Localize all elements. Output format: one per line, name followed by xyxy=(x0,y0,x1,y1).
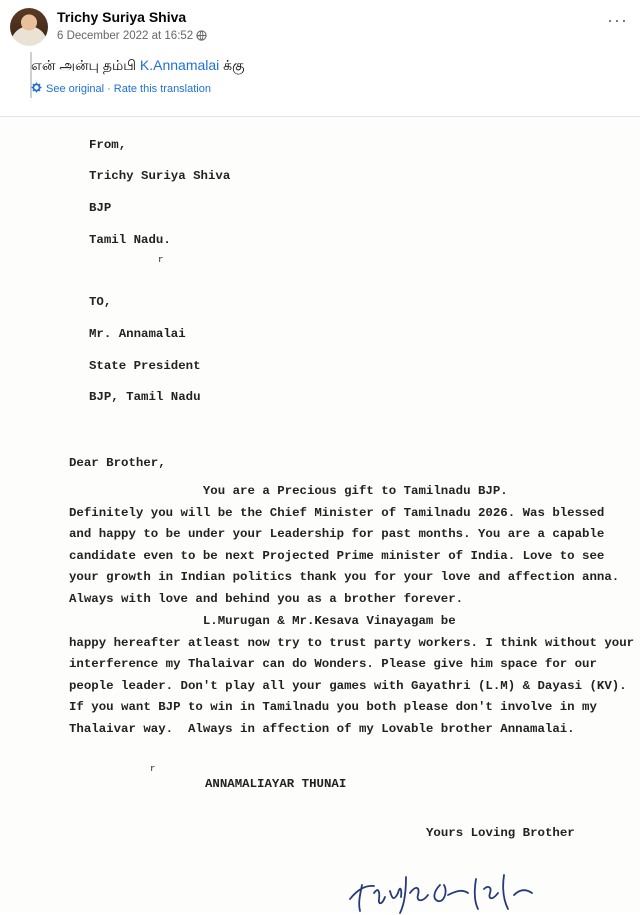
salutation: Dear Brother, xyxy=(69,456,166,470)
see-original-link[interactable]: See original xyxy=(46,83,105,95)
more-options-icon[interactable]: ··· xyxy=(607,10,628,30)
translation-bar xyxy=(31,82,211,95)
caption-text: என் அன்பு தம்பி xyxy=(31,57,140,73)
post-timestamp[interactable]: 6 December 2022 at 16:52 · xyxy=(57,30,201,42)
to-name: Mr. Annamalai xyxy=(89,327,186,341)
author-avatar[interactable] xyxy=(10,8,48,46)
blessing-line: ANNAMALIAYAR THUNAI xyxy=(205,777,347,791)
closing-line: Yours Loving Brother xyxy=(426,826,575,840)
to-label: TO, xyxy=(89,295,112,309)
gear-icon xyxy=(31,82,42,93)
separator-dot: · xyxy=(107,83,111,95)
letter-image[interactable] xyxy=(0,116,640,913)
from-org: BJP xyxy=(89,201,112,215)
from-label: From, xyxy=(89,138,127,152)
to-title: State President xyxy=(89,359,201,373)
scan-speck: r xyxy=(158,255,164,265)
signature-image xyxy=(344,855,584,915)
caption-suffix: க்கு xyxy=(219,57,245,73)
rate-translation-link[interactable]: Rate this translation xyxy=(113,83,211,95)
to-org: BJP, Tamil Nadu xyxy=(89,390,201,404)
mention-link[interactable]: K.Annamalai xyxy=(139,57,220,73)
from-state: Tamil Nadu. xyxy=(89,233,171,247)
scan-speck: r xyxy=(150,764,156,774)
from-name: Trichy Suriya Shiva xyxy=(89,169,231,183)
post-header xyxy=(0,0,640,112)
author-name[interactable]: Trichy Suriya Shiva xyxy=(57,9,187,25)
post-caption xyxy=(31,57,245,76)
letter-paragraph-2: L.Murugan & Mr.Kesava Vinayagam be happy hereafter atleast now try to trust party workers. I think without your interference my Thalaivar can do Wonders. Please give him space for our people leader. Don't play all your games with Gayathri (L.M) & Dayasi (KV). If you want BJP to win in Tamilnadu you both please don't involve in my Thalaivar way. Always in affection of my Lovable brother Annamalai. xyxy=(69,614,635,736)
globe-icon xyxy=(196,30,207,41)
letter-paragraph-1: You are a Precious gift to Tamilnadu BJP. Definitely you will be the Chief Minister of Tamilnadu 2026. Was blessed and happy to be under your Leadership for past months. You are a capable candidate even to be next Projected Prime minister of India. Love to see your growth in Indian politics thank you for your love and affection anna. Always with love and behind you as a brother forever. xyxy=(69,484,620,606)
